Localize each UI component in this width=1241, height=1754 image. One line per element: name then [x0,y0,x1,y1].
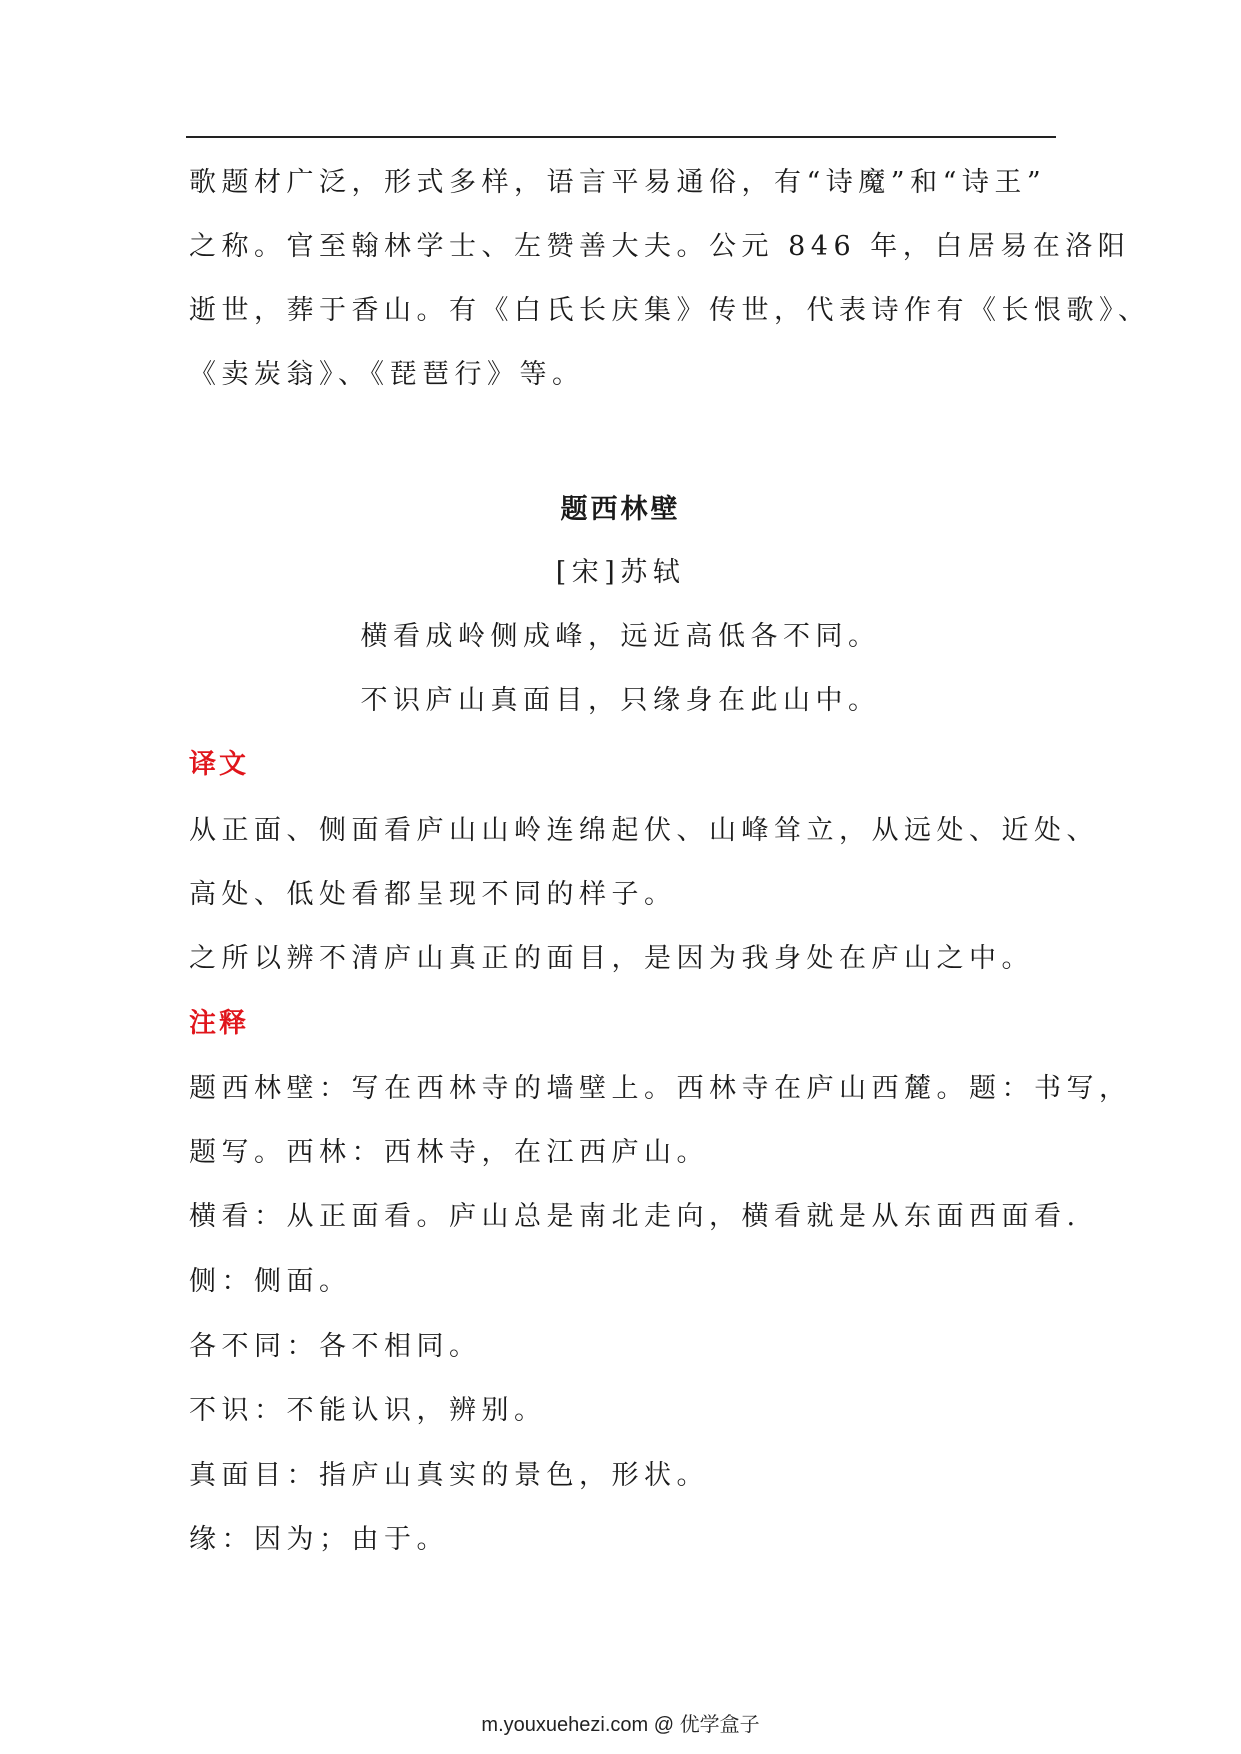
translation-line: 高处、低处看都呈现不同的样子。 [189,879,677,910]
note-line: 各不同：各不相同。 [189,1331,482,1362]
note-line: 真面目：指庐山真实的景色，形状。 [189,1460,709,1491]
poem-author: [宋]苏轼 [555,557,686,588]
poem-line: 横看成岭侧成峰，远近高低各不同。 [360,621,881,652]
intro-line: 之称。官至翰林学士、左赞善大夫。公元 846 年，白居易在洛阳 [189,231,1131,262]
note-line: 侧：侧面。 [189,1266,352,1297]
poem-title: 题西林壁 [560,494,681,525]
translation-line: 之所以辨不清庐山真正的面目，是因为我身处在庐山之中。 [189,943,1034,974]
footer-site-link[interactable]: m.youxuehezi.com @ 优学盒子 [481,1714,760,1736]
translation-line: 从正面、侧面看庐山山岭连绵起伏、山峰耸立，从远处、近处、 [189,815,1099,846]
poem-line: 不识庐山真面目，只缘身在此山中。 [360,685,881,716]
note-line: 题写。西林：西林寺，在江西庐山。 [189,1137,709,1168]
note-line: 缘：因为；由于。 [189,1524,449,1555]
intro-line: 《卖炭翁》、《琵琶行》等。 [189,359,585,390]
note-line: 横看：从正面看。庐山总是南北走向，横看就是从东面西面看. [189,1201,1081,1232]
notes-heading: 注释 [189,1008,249,1039]
note-line: 不识：不能认识，辨别。 [189,1395,547,1426]
translation-heading: 译文 [189,749,249,780]
intro-line: 歌题材广泛，形式多样，语言平易通俗，有“诗魔”和“诗王” [189,167,1047,198]
intro-line: 逝世，葬于香山。有《白氏长庆集》传世，代表诗作有《长恨歌》、 [189,295,1151,326]
note-line: 题西林壁：写在西林寺的墙壁上。西林寺在庐山西麓。题：书写， [189,1073,1132,1104]
header-rule [186,136,1056,138]
